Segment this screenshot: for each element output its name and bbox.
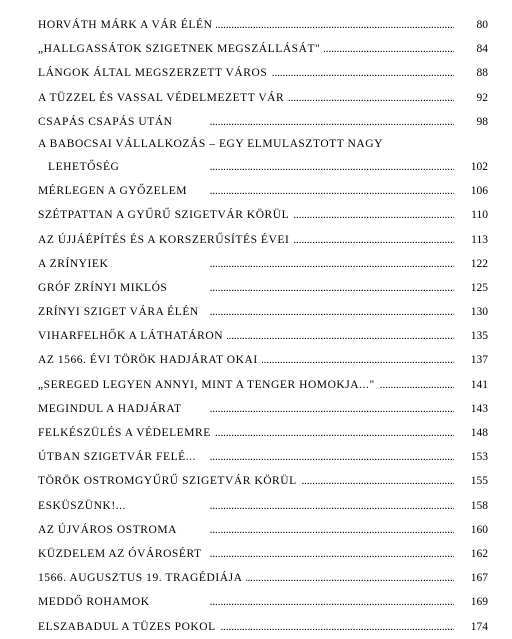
toc-entry-title: AZ ÚJJÁÉPÍTÉS ÉS A KORSZERŰSÍTÉS ÉVEI <box>38 228 293 252</box>
toc-entry-page: 102 <box>470 160 488 173</box>
toc-entry <box>38 348 488 372</box>
toc-entry-title: SZÉTPATTAN A GYŰRŰ SZIGETVÁR KÖRÜL <box>38 203 293 227</box>
toc-entry-page: 141 <box>470 378 488 391</box>
toc-entry <box>38 86 488 110</box>
toc-entry-title: TÖRÖK OSTROMGYŰRŰ SZIGETVÁR KÖRÜL <box>38 469 301 493</box>
toc-entry-page: 162 <box>470 547 488 560</box>
toc-entry <box>38 469 488 493</box>
toc-entry-page: 160 <box>470 523 488 536</box>
toc-entry-title: LÁNGOK ÁLTAL MEGSZERZETT VÁROS <box>38 61 271 85</box>
toc-entry <box>38 276 488 300</box>
toc-entry-title: ELSZABADUL A TÜZES POKOL <box>38 615 220 639</box>
toc-entry-page: 135 <box>470 330 488 343</box>
toc-entry-page: 153 <box>470 451 488 464</box>
toc-entry <box>38 445 488 469</box>
toc-entry-page: 148 <box>470 427 488 439</box>
toc-entry-page: 106 <box>470 185 488 198</box>
toc-entry-title: ZRÍNYI SZIGET VÁRA ÉLÉN <box>38 300 203 324</box>
toc-entry-page: 174 <box>470 620 488 633</box>
toc-entry <box>38 373 488 397</box>
toc-entry-page: 125 <box>470 281 488 294</box>
toc-entry-title: „HALLGASSÁTOK SZIGETNEK MEGSZÁLLÁSÁT" <box>38 37 324 61</box>
toc-entry <box>38 300 488 324</box>
toc-entry <box>38 590 488 614</box>
toc-entry-title: ÚTBAN SZIGETVÁR FELÉ... <box>38 445 200 469</box>
toc-entry <box>38 397 488 421</box>
toc-entry-title: ESKÜSZÜNK!... <box>38 494 130 518</box>
toc-entry-title: 1566. AUGUSZTUS 19. TRAGÉDIÁJA <box>38 566 246 590</box>
toc-entry-page: 169 <box>470 596 488 609</box>
toc-entry-page: 143 <box>470 402 488 415</box>
toc-entry-page: 84 <box>476 43 488 56</box>
toc-entry-page: 158 <box>470 499 488 512</box>
toc-entry-title: GRÓF ZRÍNYI MIKLÓS <box>38 276 171 300</box>
toc-entry <box>38 13 488 37</box>
toc-entry <box>38 494 488 518</box>
toc-entry <box>38 110 488 134</box>
toc-entry-page: 92 <box>476 91 488 104</box>
toc-entry-title: FELKÉSZÜLÉS A VÉDELEMRE <box>38 421 215 445</box>
toc-entry-page: 80 <box>476 19 488 31</box>
toc-entry <box>38 421 488 445</box>
toc-entry-page: 110 <box>471 209 488 222</box>
toc-entry-title: KÜZDELEM AZ ÓVÁROSÉRT <box>38 542 206 566</box>
toc-entry <box>38 203 488 227</box>
toc-entry-page: 88 <box>476 67 488 80</box>
toc-entry-title: A BABOCSAI VÁLLALKOZÁS – EGY ELMULASZTOTT NAGY <box>38 134 387 155</box>
table-of-contents <box>38 13 488 639</box>
toc-entry-title: VIHARFELHŐK A LÁTHATÁRON <box>38 324 227 348</box>
toc-entry-page: 167 <box>470 572 488 585</box>
toc-entry <box>38 615 488 639</box>
toc-entry-page: 122 <box>470 257 488 270</box>
toc-entry-page: 98 <box>476 115 488 128</box>
toc-entry-title: MEDDŐ ROHAMOK <box>38 590 154 614</box>
toc-entry <box>38 518 488 542</box>
toc-entry <box>38 542 488 566</box>
toc-entry-page: 113 <box>471 233 488 246</box>
toc-entry-title: CSAPÁS CSAPÁS UTÁN <box>38 110 177 134</box>
toc-entry-title: AZ ÚJVÁROS OSTROMA <box>38 518 181 542</box>
toc-entry-title: A TÜZZEL ÉS VASSAL VÉDELMEZETT VÁR <box>38 86 288 110</box>
toc-entry <box>38 566 488 590</box>
toc-entry-first-line <box>38 134 488 155</box>
toc-entry <box>38 37 488 61</box>
toc-entry <box>38 179 488 203</box>
toc-entry-title: HORVÁTH MÁRK A VÁR ÉLÉN <box>38 13 216 37</box>
toc-entry-title: MÉRLEGEN A GYŐZELEM <box>38 179 191 203</box>
toc-entry-continuation <box>38 155 488 179</box>
toc-entry-title: MEGINDUL A HADJÁRAT <box>38 397 186 421</box>
toc-entry-title: AZ 1566. ÉVI TÖRÖK HADJÁRAT OKAI <box>38 348 262 372</box>
toc-entry-title: LEHETŐSÉG <box>48 155 123 179</box>
toc-entry <box>38 324 488 348</box>
toc-entry-page: 155 <box>470 475 488 488</box>
toc-entry-page: 137 <box>470 354 488 367</box>
toc-entry-page: 130 <box>470 306 488 319</box>
toc-entry <box>38 228 488 252</box>
toc-entry <box>38 252 488 276</box>
toc-entry-title: A ZRÍNYIEK <box>38 252 112 276</box>
toc-entry-title: „SEREGED LEGYEN ANNYI, MINT A TENGER HOMOKJA..." <box>38 373 379 397</box>
toc-entry <box>38 61 488 85</box>
